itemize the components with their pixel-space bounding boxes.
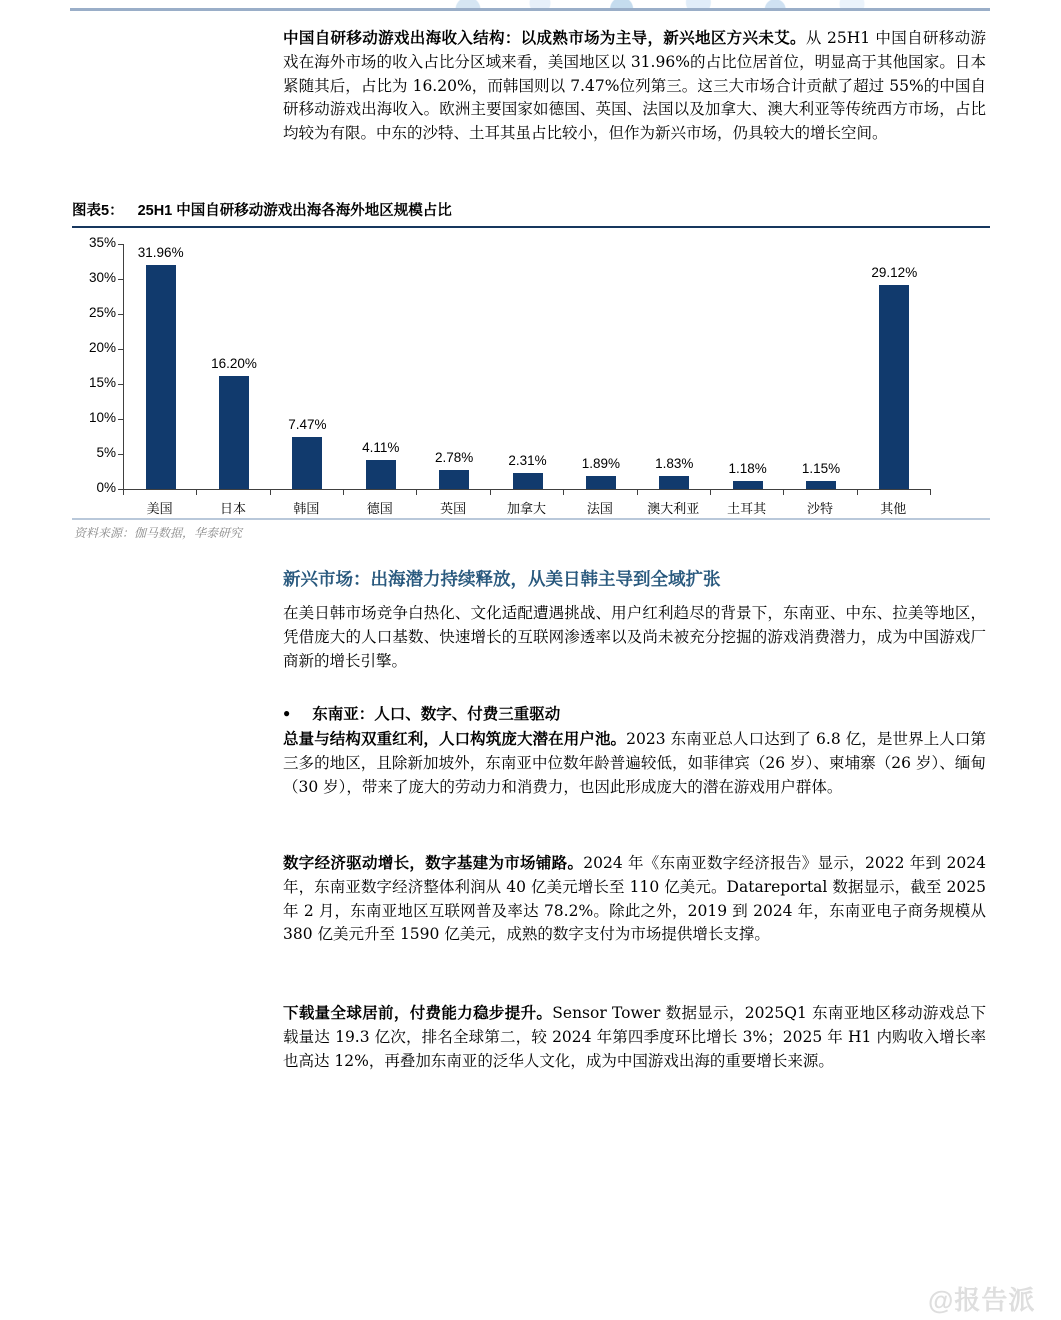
bullet-icon: ● [283, 706, 291, 720]
figure-caption [72, 199, 990, 228]
bar-日本 [219, 376, 249, 489]
bullet-heading [283, 702, 986, 724]
bar-value-label: 16.20% [211, 355, 257, 371]
header-artwork-fragment [420, 0, 900, 8]
section-paragraph-2 [283, 851, 986, 947]
x-axis-label: 土耳其 [727, 502, 767, 517]
y-tick [118, 419, 123, 420]
x-tick [196, 490, 197, 495]
bar-value-label: 2.78% [434, 449, 474, 465]
chart-plot-area [123, 244, 931, 490]
y-axis-label: 5% [96, 445, 116, 460]
y-axis-label: 20% [88, 340, 116, 355]
bar-value-label: 2.31% [508, 452, 547, 468]
site-watermark: @报告派 [928, 1285, 1036, 1315]
x-tick [270, 490, 271, 495]
x-tick [123, 490, 124, 495]
x-axis-label: 日本 [220, 502, 247, 517]
x-tick [563, 490, 564, 495]
bar-加拿大 [513, 473, 543, 489]
x-axis-label: 韩国 [293, 502, 320, 517]
x-tick [930, 490, 931, 495]
y-tick [118, 349, 123, 350]
bar-韩国 [292, 437, 322, 489]
figure-source: 资料来源：伽马数据，华泰研究 [74, 526, 243, 540]
x-tick [783, 490, 784, 495]
paragraph-1-lead: 总量与结构双重红利，人口构筑庞大潜在用户池。 [283, 729, 627, 748]
y-tick [118, 279, 123, 280]
bar-value-label: 1.15% [801, 460, 841, 476]
bar-value-label: 31.96% [137, 245, 184, 261]
bullet-heading-text: 东南亚：人口、数字、付费三重驱动 [312, 706, 561, 723]
bar-美国 [146, 265, 176, 489]
x-axis-label: 澳大利亚 [647, 502, 700, 517]
x-axis-label: 加拿大 [506, 502, 546, 517]
y-axis-label: 25% [88, 305, 116, 320]
y-axis-label: 10% [88, 410, 116, 425]
bar-土耳其 [733, 481, 763, 489]
bar-value-label: 29.12% [871, 265, 918, 281]
intro-lead: 中国自研移动游戏出海收入结构：以成熟市场为主导，新兴地区方兴未艾。 [283, 28, 806, 47]
intro-body: 从 25H1 中国自研移动游戏在海外市场的收入占比分区域来看，美国地区以 31.96%的占比位居首位，明显高于其他国家。日本紧随其后，占比为 16.20%，而韩国则以 7.47%位列第三。这三大市场合计贡献了超过 55%的中国自研移动游戏出海收入。欧洲主要国家如德国、英国、法国以及加拿大、澳大利亚等传统西方市场，占比均较为有限。中东的沙特、土耳其虽占比较小，但作为新兴市场，仍具较大的增长空间。 [283, 29, 986, 143]
intro-paragraph [283, 26, 986, 146]
paragraph-2-lead: 数字经济驱动增长，数字基建为市场铺路。 [283, 853, 584, 872]
section-paragraph-3 [283, 1001, 986, 1073]
section-paragraph-1 [283, 727, 986, 799]
y-axis-label: 30% [88, 270, 116, 285]
x-tick [343, 490, 344, 495]
x-tick [710, 490, 711, 495]
paragraph-1-body: 2023 东南亚总人口达到了 6.8 亿，是世界上人口第三多的地区，且除新加坡外，东南亚中位数年龄普遍较低，如菲律宾（26 岁）、柬埔寨（26 岁）、缅甸（30 岁），带来了庞大的劳动力和消费力，也因此形成庞大的潜在游戏用户群体。 [283, 730, 986, 796]
paragraph-3-body: Sensor Tower 数据显示，2025Q1 东南亚地区移动游戏总下载量达 19.3 亿次，排名全球第二，较 2024 年第四季度环比增长 3%；2025 年 H1 内购收入增长率也高达 12%，再叠加东南亚的泛华人文化，成为中国游戏出海的重要增长来源。 [283, 1004, 986, 1070]
bar-澳大利亚 [659, 476, 689, 489]
x-tick [857, 490, 858, 495]
y-axis-label: 15% [88, 375, 116, 390]
bar-value-label: 4.11% [362, 440, 400, 456]
figure-label: 图表5： [72, 203, 124, 219]
x-tick [416, 490, 417, 495]
bar-英国 [439, 470, 469, 489]
bar-德国 [366, 460, 396, 489]
section-intro-paragraph: 在美日韩市场竞争白热化、文化适配遭遇挑战、用户红利趋尽的背景下，东南亚、中东、拉美等地区，凭借庞大的人口基数、快速增长的互联网渗透率以及尚未被充分挖掘的游戏消费潜力，成为中国游戏厂商新的增长引擎。 [283, 604, 986, 670]
y-axis-label: 0% [96, 480, 116, 495]
bar-value-label: 7.47% [288, 416, 327, 432]
y-tick [118, 384, 123, 385]
x-axis-label: 美国 [146, 502, 173, 517]
header-rule [70, 8, 990, 11]
x-axis-label: 其他 [880, 502, 907, 517]
bar-法国 [586, 476, 616, 489]
bar-value-label: 1.89% [581, 455, 620, 471]
x-axis-label: 法国 [586, 502, 613, 517]
paragraph-3-lead: 下载量全球居前，付费能力稳步提升。 [283, 1003, 553, 1022]
section-heading: 新兴市场：出海潜力持续释放，从美日韩主导到全域扩张 [283, 569, 721, 589]
x-axis-label: 英国 [440, 502, 467, 517]
x-axis-label: 沙特 [806, 502, 833, 517]
x-axis-label: 德国 [366, 502, 393, 517]
y-tick [118, 244, 123, 245]
y-axis-label: 35% [88, 235, 116, 250]
bar-沙特 [806, 481, 836, 489]
x-tick [490, 490, 491, 495]
bar-其他 [879, 285, 909, 489]
bar-chart [80, 234, 960, 519]
figure-title: 25H1 中国自研移动游戏出海各海外地区规模占比 [137, 203, 452, 219]
y-tick [118, 454, 123, 455]
source-divider [72, 518, 990, 520]
paragraph-2-body: 2024 年《东南亚数字经济报告》显示，2022 年到 2024 年，东南亚数字经济整体利润从 40 亿美元增长至 110 亿美元。Datareportal 数据显示，截至 2025 年 2 月，东南亚地区互联网普及率达 78.2%。除此之外，2019 到 2024 年，东南亚电子商务规模从 380 亿美元升至 1590 亿美元，成熟的数字支付为市场提供增长支撑。 [283, 854, 986, 944]
bar-value-label: 1.83% [655, 456, 694, 472]
y-tick [118, 314, 123, 315]
x-tick [637, 490, 638, 495]
bar-value-label: 1.18% [728, 460, 767, 476]
